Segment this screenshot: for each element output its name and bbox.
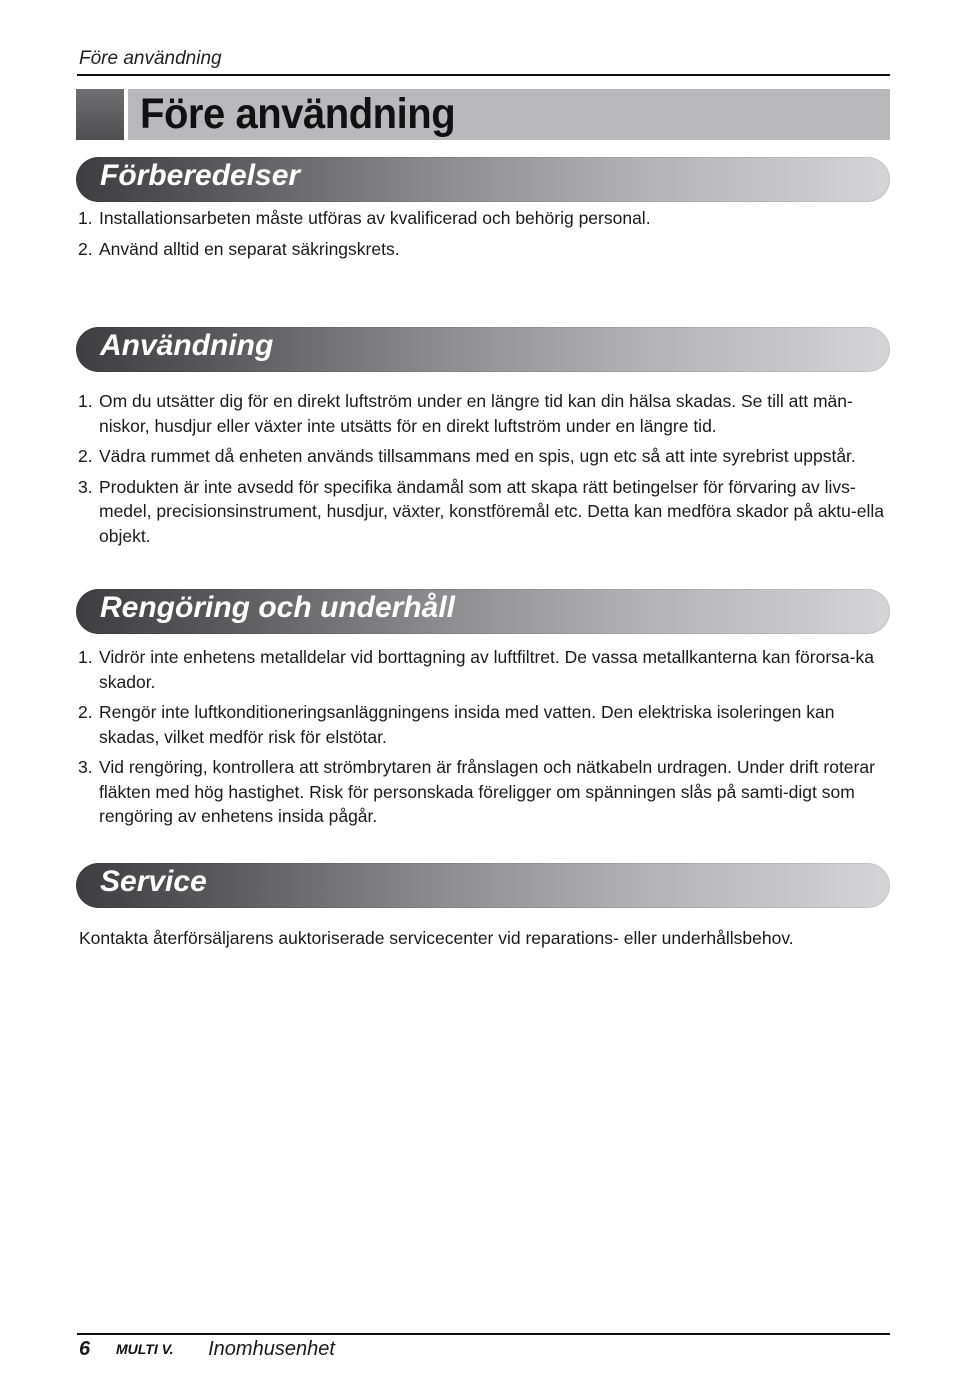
list-item	[78, 755, 890, 829]
item-text: Vid rengöring, kontrollera att strömbrytaren är frånslagen och nätkabeln urdragen. Under drift roterar fläkten med hög hastighet. Risk för personskada föreligger om spänningen slås på samti-digt som rengöring av enhetens insida pågår.	[99, 757, 875, 826]
list-item	[78, 237, 890, 262]
item-text: Vädra rummet då enheten används tillsammans med en spis, ugn etc så att inte syrebrist uppstår.	[99, 446, 856, 466]
item-number: 1.	[78, 391, 93, 411]
section-title: Rengöring och underhåll	[100, 591, 456, 624]
list-item	[78, 389, 890, 438]
page-title-block	[76, 89, 890, 140]
page-title: Före användning	[140, 90, 456, 138]
section-bar-usage	[76, 327, 890, 372]
service-paragraph: Kontakta återförsäljarens auktoriserade servicecenter vid reparations- eller underhållsbehov.	[79, 928, 794, 948]
title-accent	[76, 89, 124, 140]
cleaning-list	[78, 645, 890, 835]
preparations-list	[78, 206, 890, 267]
usage-list	[78, 389, 890, 554]
page-number: 6	[79, 1337, 91, 1360]
item-number: 3.	[78, 476, 93, 497]
item-number: 2.	[78, 238, 93, 259]
list-item	[78, 475, 890, 549]
footer	[79, 1336, 335, 1362]
section-title: Användning	[100, 329, 274, 362]
section-title: Service	[100, 865, 207, 898]
header-rule	[77, 74, 890, 76]
list-item	[78, 206, 890, 231]
item-number: 1.	[78, 208, 93, 228]
item-number: 1.	[78, 647, 93, 667]
title-gap	[124, 89, 128, 140]
section-bar-service	[76, 863, 890, 908]
item-text: Rengör inte luftkonditioneringsanläggningens insida med vatten. Den elektriska isoleringen kan skadas, vilket medför risk för elstötar.	[99, 702, 835, 747]
brand-text: MULTI V.	[116, 1341, 174, 1357]
list-item	[78, 444, 890, 469]
list-item	[78, 700, 890, 749]
item-text: Om du utsätter dig för en direkt luftström under en längre tid kan din hälsa skadas. Se till att män-niskor, husdjur eller växter inte utsätts för en direkt luftström under en längre tid.	[99, 391, 853, 436]
list-item	[78, 645, 890, 694]
item-number: 2.	[78, 446, 93, 466]
product-name: Inomhusenhet	[208, 1337, 335, 1360]
running-header: Före användning	[79, 48, 222, 69]
item-number: 2.	[78, 702, 93, 722]
section-bar-preparations	[76, 157, 890, 202]
item-number: 3.	[78, 757, 93, 777]
item-text: Produkten är inte avsedd för specifika ändamål som att skapa rätt betingelser för förvaring av livs-medel, precisionsinstrument, husdjur, växter, konstföremål etc. Detta kan medföra skador på aktu-ella objekt.	[99, 476, 884, 546]
footer-rule	[77, 1333, 890, 1335]
item-text: Använd alltid en separat säkringskrets.	[99, 238, 400, 259]
item-text: Installationsarbeten måste utföras av kvalificerad och behörig personal.	[99, 208, 651, 228]
brand-logo	[116, 1339, 202, 1359]
section-bar-cleaning	[76, 589, 890, 634]
item-text: Vidrör inte enhetens metalldelar vid borttagning av luftfiltret. De vassa metallkanterna kan förorsa-ka skador.	[99, 647, 874, 692]
section-title: Förberedelser	[100, 159, 301, 192]
